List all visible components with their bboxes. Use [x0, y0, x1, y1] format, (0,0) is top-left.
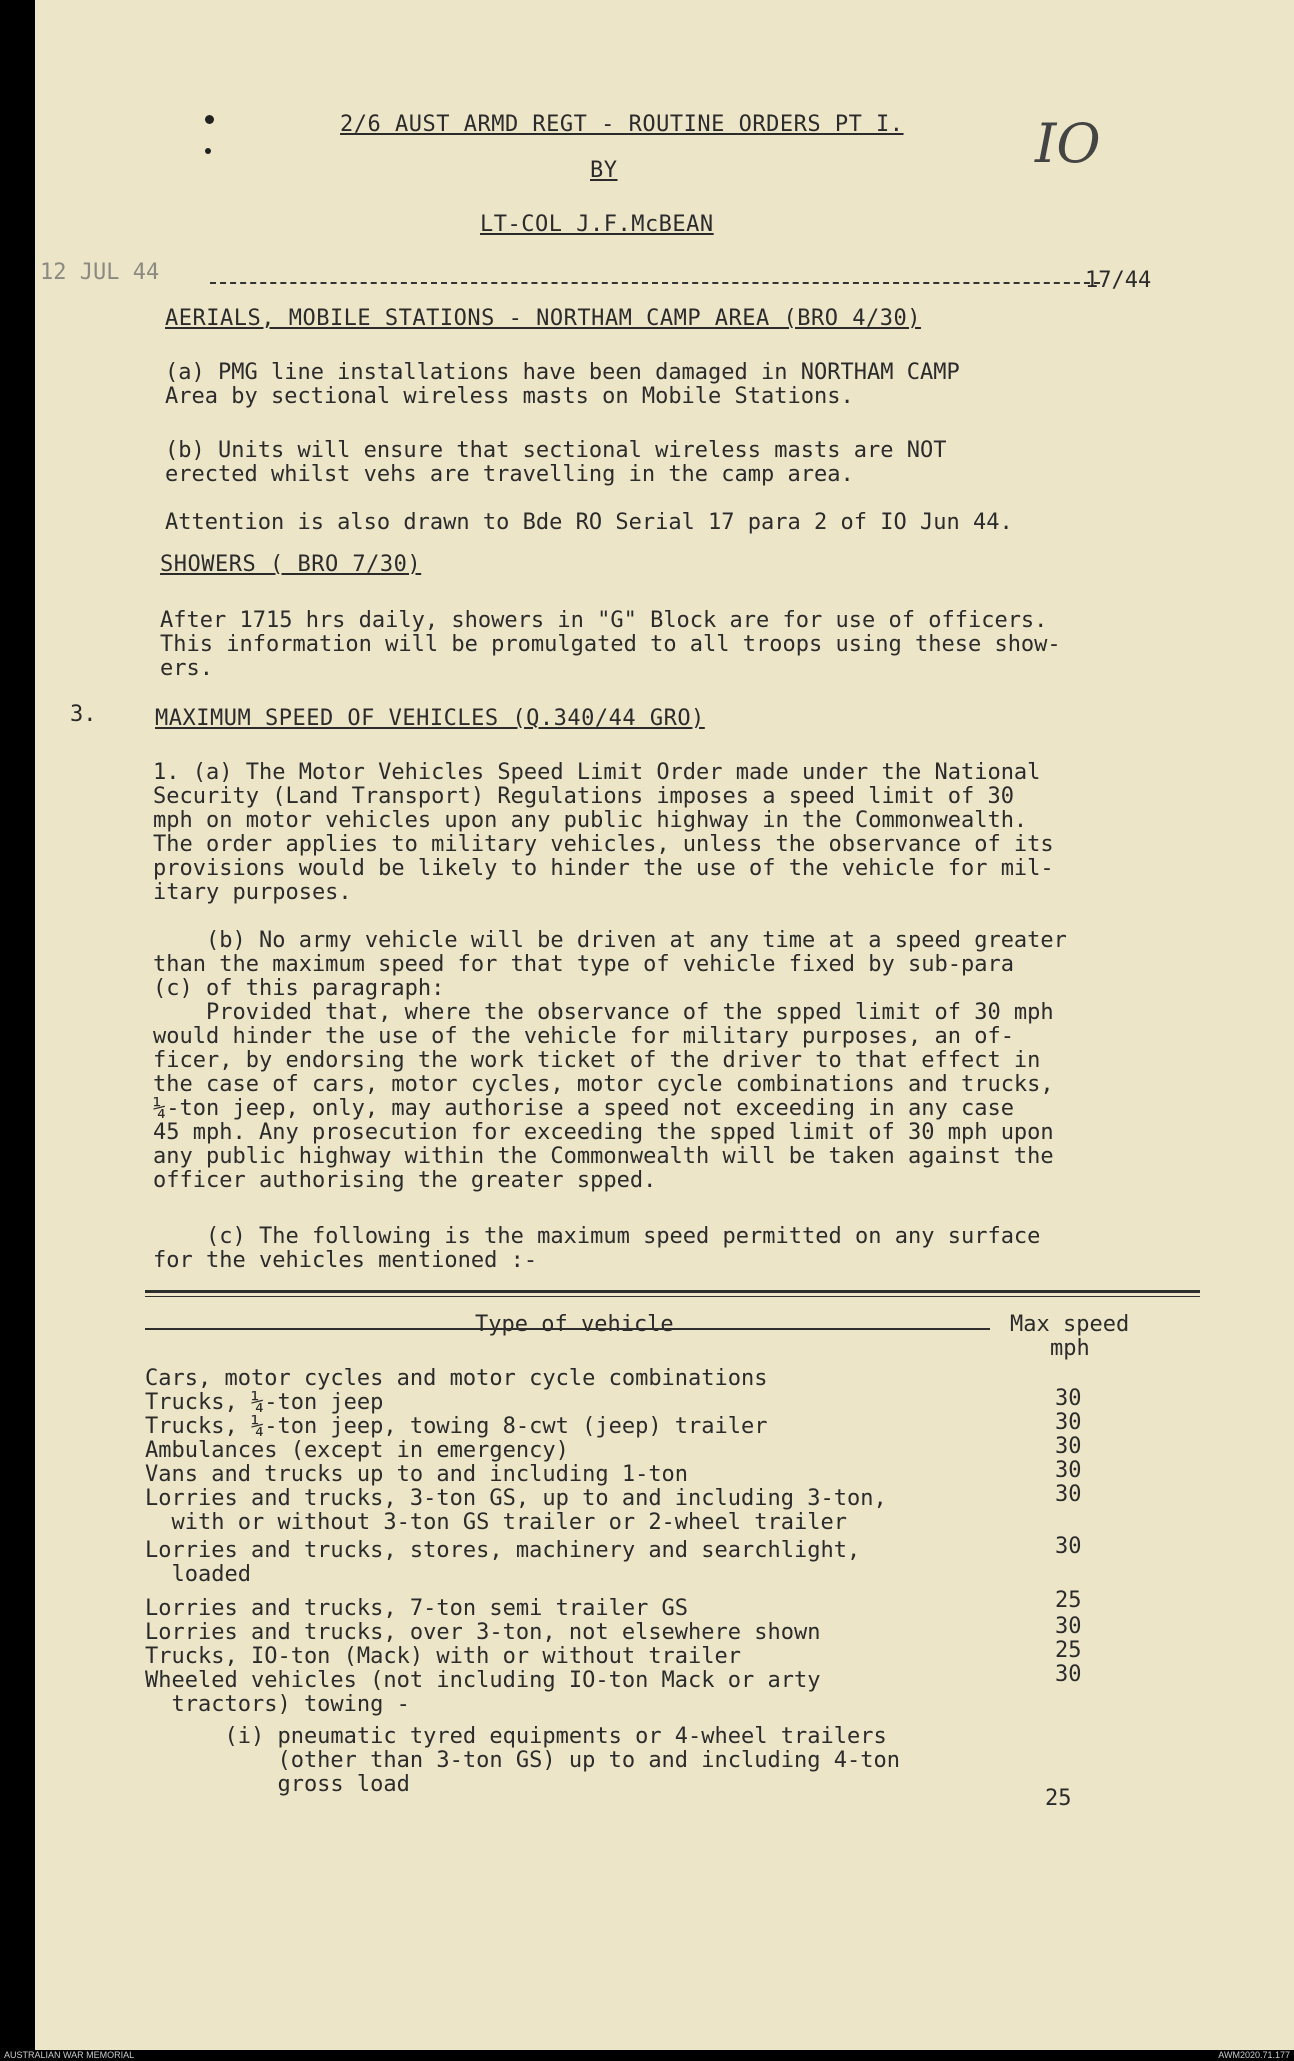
footer-bar: [0, 2050, 1294, 2061]
section3-p1-line3: mph on motor vehicles upon any public highway in the Commonwealth.: [153, 808, 1028, 833]
section3-p1-line6: itary purposes.: [153, 880, 352, 905]
section2-line1: After 1715 hrs daily, showers in "G" Block are for use of officers.: [160, 608, 1048, 633]
section2-heading: SHOWERS ( BRO 7/30): [160, 552, 422, 577]
section3-p1-line4: The order applies to military vehicles, unless the observance of its: [153, 832, 1054, 857]
table-row: Trucks, ¼-ton jeep, towing 8-cwt (jeep) trailer: [145, 1414, 768, 1439]
speed-value: 30: [1055, 1410, 1082, 1435]
section3-p2-line1: (b) No army vehicle will be driven at any time at a speed greater: [153, 928, 1067, 953]
section1-para-b-line1: (b) Units will ensure that sectional wireless masts are NOT: [165, 438, 947, 463]
punch-hole-mark: [205, 115, 214, 124]
table-row: Trucks, ¼-ton jeep: [145, 1390, 384, 1415]
section3-p2-line4: Provided that, where the observance of the spped limit of 30 mph: [153, 1000, 1054, 1025]
section3-p2-line2: than the maximum speed for that type of vehicle fixed by sub-para: [153, 952, 1014, 977]
header-divider: [210, 282, 1100, 284]
section3-p2-line11: officer authorising the greater spped.: [153, 1168, 657, 1193]
commanding-officer: LT-COL J.F.McBEAN: [480, 212, 714, 237]
section3-p2-line8: ¼-ton jeep, only, may authorise a speed not exceeding in any case: [153, 1096, 1014, 1121]
speed-value: 25: [1055, 1638, 1082, 1663]
by-line: BY: [590, 158, 618, 183]
document-page: [35, 0, 1294, 2050]
section3-p1-line5: provisions would be likely to hinder the use of the vehicle for mil-: [153, 856, 1054, 881]
table-row: Lorries and trucks, stores, machinery and searchlight,: [145, 1538, 861, 1563]
table-header-speed-2: mph: [1050, 1336, 1090, 1361]
speed-value: 30: [1055, 1614, 1082, 1639]
section3-p1-line2: Security (Land Transport) Regulations imposes a speed limit of 30: [153, 784, 1014, 809]
table-top-rule-thin: [145, 1296, 1200, 1297]
section3-p2-line7: the case of cars, motor cycles, motor cycle combinations and trucks,: [153, 1072, 1054, 1097]
table-header-type: Type of vehicle: [475, 1312, 674, 1337]
table-row: Vans and trucks up to and including 1-ton: [145, 1462, 689, 1487]
table-row: Lorries and trucks, 7-ton semi trailer GS: [145, 1596, 689, 1621]
table-row: Ambulances (except in emergency): [145, 1438, 569, 1463]
section1-heading: AERIALS, MOBILE STATIONS - NORTHAM CAMP AREA (BRO 4/30): [165, 306, 921, 331]
table-top-rule: [145, 1290, 1200, 1293]
section3-p2-line3: (c) of this paragraph:: [153, 976, 445, 1001]
speed-value: 30: [1055, 1662, 1082, 1687]
table-row: gross load: [145, 1772, 410, 1797]
section3-p2-line5: would hinder the use of the vehicle for military purposes, an of-: [153, 1024, 1014, 1049]
table-row: Lorries and trucks, over 3-ton, not elsewhere shown: [145, 1620, 821, 1645]
section1-para-a-line1: (a) PMG line installations have been damaged in NORTHAM CAMP: [165, 360, 960, 385]
table-row: loaded: [145, 1562, 251, 1587]
serial-number: 17/44: [1085, 268, 1152, 293]
table-row: (other than 3-ton GS) up to and including 4-ton: [145, 1748, 900, 1773]
table-header-speed-1: Max speed: [1010, 1312, 1130, 1337]
section1-para-a-line2: Area by sectional wireless masts on Mobile Stations.: [165, 384, 854, 409]
speed-value: 25: [1055, 1588, 1082, 1613]
footer-credit: AUSTRALIAN WAR MEMORIAL: [4, 2050, 135, 2060]
section3-p2-line9: 45 mph. Any prosecution for exceeding the spped limit of 30 mph upon: [153, 1120, 1054, 1145]
section3-heading: MAXIMUM SPEED OF VEHICLES (Q.340/44 GRO): [155, 706, 705, 731]
section3-p3-line1: (c) The following is the maximum speed permitted on any surface: [153, 1224, 1041, 1249]
section3-number: 3.: [70, 702, 97, 727]
section3-p2-line10: any public highway within the Commonwealth will be taken against the: [153, 1144, 1054, 1169]
table-row: tractors) towing -: [145, 1692, 410, 1717]
table-row: Cars, motor cycles and motor cycle combinations: [145, 1366, 768, 1391]
document-title: 2/6 AUST ARMD REGT - ROUTINE ORDERS PT I.: [340, 112, 904, 137]
section3-p3-line2: for the vehicles mentioned :-: [153, 1248, 538, 1273]
section3-p2-line6: ficer, by endorsing the work ticket of the driver to that effect in: [153, 1048, 1041, 1073]
table-row: Trucks, IO-ton (Mack) with or without trailer: [145, 1644, 742, 1669]
table-row: (i) pneumatic tyred equipments or 4-wheel trailers: [145, 1724, 887, 1749]
section2-line2: This information will be promulgated to all troops using these show-: [160, 632, 1061, 657]
section1-para-b-line2: erected whilst vehs are travelling in the camp area.: [165, 462, 854, 487]
table-row: Wheeled vehicles (not including IO-ton Mack or arty: [145, 1668, 821, 1693]
ink-speck: [205, 148, 211, 154]
speed-value: 25: [1045, 1786, 1072, 1811]
speed-value: 30: [1055, 1534, 1082, 1559]
speed-value: 30: [1055, 1482, 1082, 1507]
speed-value: 30: [1055, 1386, 1082, 1411]
table-row: with or without 3-ton GS trailer or 2-wheel trailer: [145, 1510, 847, 1535]
section2-line3: ers.: [160, 656, 213, 681]
footer-accession-number: AWM2020.71.177: [1218, 2050, 1290, 2060]
table-row: Lorries and trucks, 3-ton GS, up to and including 3-ton,: [145, 1486, 887, 1511]
speed-value: 30: [1055, 1434, 1082, 1459]
speed-value: 30: [1055, 1458, 1082, 1483]
table-header-rule: [145, 1328, 990, 1330]
serial-date: 12 JUL 44: [40, 260, 160, 285]
section3-p1-line1: 1. (a) The Motor Vehicles Speed Limit Order made under the National: [153, 760, 1041, 785]
section1-attention: Attention is also drawn to Bde RO Serial 17 para 2 of IO Jun 44.: [165, 510, 1013, 535]
handwritten-margin-mark: IO: [1035, 112, 1101, 175]
